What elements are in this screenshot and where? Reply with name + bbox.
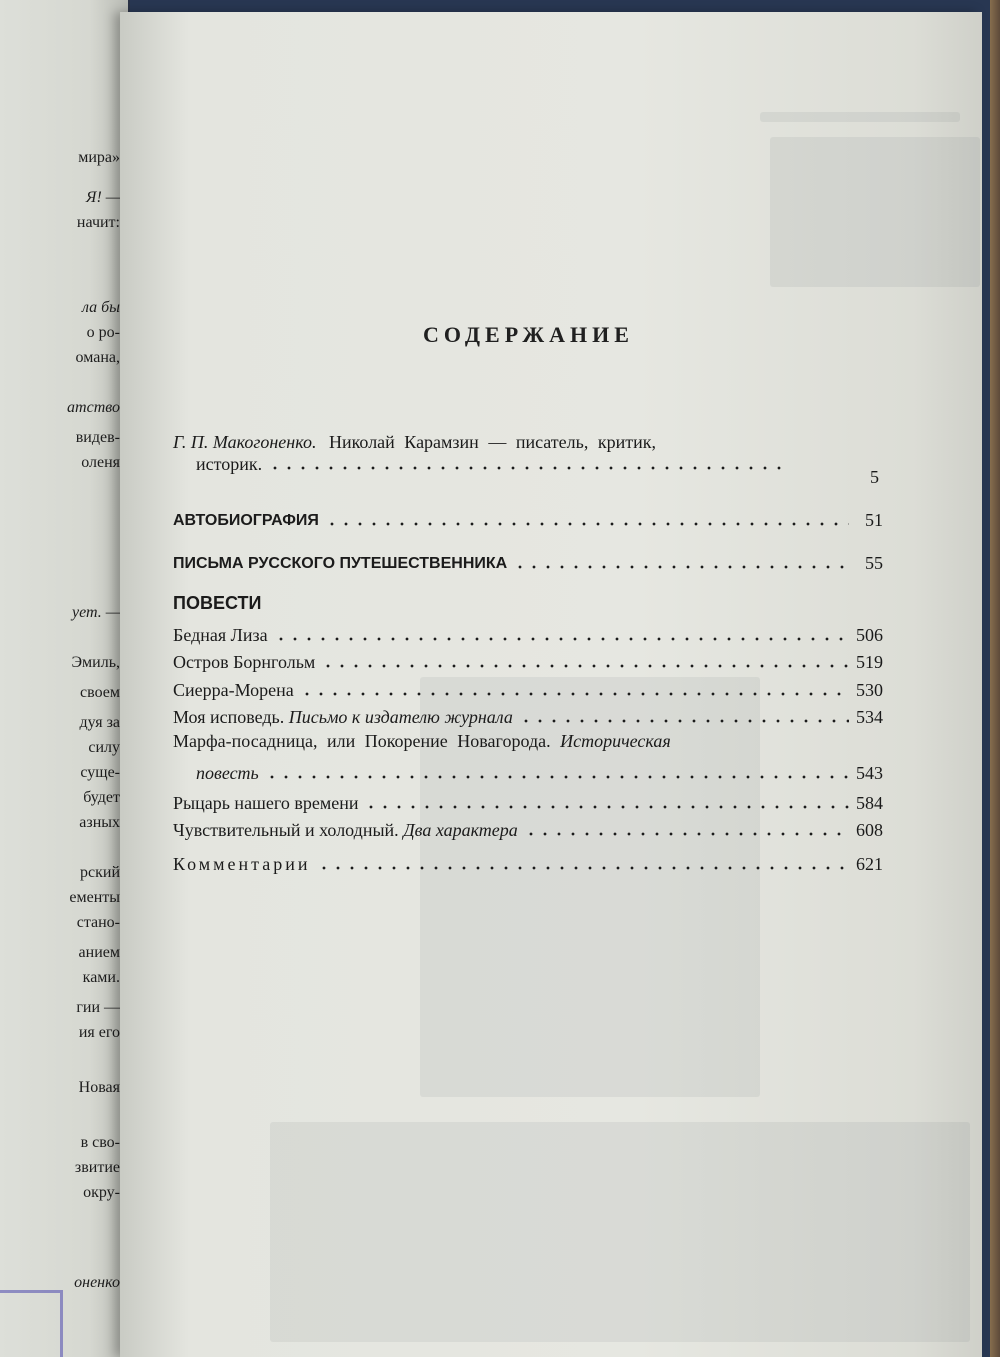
dot-leader <box>513 565 849 569</box>
toc-page-number: 55 <box>865 553 883 573</box>
toc-label: Рыцарь нашего времени <box>173 793 359 813</box>
toc-label-main: Марфа-посадница, или Покорение Новагорода. <box>173 731 551 751</box>
toc-page-number: 543 <box>856 763 883 783</box>
dot-leader <box>321 664 849 668</box>
toc-entry-sensitive <box>173 815 883 839</box>
toc-entry-autobiography <box>173 505 883 529</box>
toc-page-number: 51 <box>865 510 883 530</box>
toc-label-main: Моя исповедь. <box>173 707 285 727</box>
toc-label: Бедная Лиза <box>173 625 268 645</box>
toc-label: Сиерра-Морена <box>173 680 294 700</box>
tales-header: ПОВЕСТИ <box>173 593 262 613</box>
left-page-text-line: мира» <box>78 149 120 166</box>
left-page-text-line: гии — <box>76 999 120 1016</box>
toc-label: АВТОБИОГРАФИЯ <box>173 512 319 529</box>
toc-entry-intro-line2 <box>196 449 796 473</box>
toc-label <box>173 708 513 726</box>
toc-entry-bornholm <box>173 647 883 671</box>
dot-leader <box>325 522 849 526</box>
left-page-text-line: анием <box>78 944 120 961</box>
left-page-text-line: Новая <box>78 1079 120 1096</box>
dot-leader <box>300 692 849 696</box>
toc-entry-sierra-morena <box>173 675 883 699</box>
left-page-text-line: Я! — <box>85 189 120 206</box>
page-title: СОДЕРЖАНИЕ <box>423 322 634 347</box>
left-page-text-line: будет <box>83 789 120 806</box>
left-facing-page <box>0 0 128 1357</box>
toc-page-number: 621 <box>856 854 883 874</box>
intro-page-number: 5 <box>870 467 879 487</box>
left-page-text-line: стано- <box>76 914 120 931</box>
toc-entry-marfa-line2 <box>196 758 883 782</box>
toc-label <box>173 821 518 839</box>
toc-entry-letters <box>173 548 883 572</box>
dot-leader <box>268 466 790 470</box>
toc-entry-commentary <box>173 849 883 873</box>
left-page-text-line: ками. <box>82 969 120 986</box>
left-page-text-line: начит: <box>76 214 120 231</box>
toc-label-subtitle: Письмо к издателю журнала <box>288 707 513 727</box>
left-page-text-line: о ро- <box>86 324 120 341</box>
left-page-text-line: видев- <box>75 429 120 446</box>
left-page-text-line: рский <box>80 864 120 881</box>
toc-entry-poor-liza <box>173 620 883 644</box>
toc-label: ПИСЬМА РУССКОГО ПУТЕШЕСТВЕННИКА <box>173 555 508 572</box>
toc-label-subtitle: Два характера <box>403 820 518 840</box>
dot-leader <box>364 805 849 809</box>
toc-label-main: Чувствительный и холодный. <box>173 820 399 840</box>
dot-leader <box>265 775 849 779</box>
left-page-text-line: звитие <box>74 1159 120 1176</box>
left-page-text-line: Эмиль, <box>71 654 120 671</box>
toc-entry-confession <box>173 702 883 726</box>
dot-leader <box>519 719 849 723</box>
left-page-text-line: силу <box>88 739 120 756</box>
toc-page-number: 519 <box>856 652 883 672</box>
left-page-text-line: омана, <box>75 349 120 366</box>
intro-title: Николай Карамзин — писатель, критик, <box>328 432 656 452</box>
left-page-text-line: суще- <box>80 764 120 781</box>
toc-page-number: 584 <box>856 793 883 813</box>
show-through-text <box>270 1122 970 1342</box>
toc-label-subtitle: Историческая <box>560 731 671 751</box>
toc-page-number: 608 <box>856 820 883 840</box>
toc-label-continued: повесть <box>196 763 259 783</box>
left-page-text-line: своем <box>80 684 120 701</box>
left-page-text-line: азных <box>79 814 120 831</box>
left-page-text-line: ементы <box>69 889 120 906</box>
left-page-text-line: окру- <box>83 1184 120 1201</box>
toc-page-number: 506 <box>856 625 883 645</box>
toc-page-number: 530 <box>856 680 883 700</box>
intro-author: Г. П. Макогоненко. <box>173 432 317 452</box>
left-page-text-line: оненко <box>74 1274 120 1291</box>
left-page-text-line: ует. — <box>72 604 120 621</box>
left-page-text-line: ия его <box>78 1024 120 1041</box>
dot-leader <box>274 637 849 641</box>
toc-page-number: 534 <box>856 707 883 727</box>
left-page-text-line: ла бы <box>81 299 120 316</box>
left-page-text-line: атство <box>67 399 120 416</box>
dot-leader <box>317 866 849 870</box>
left-page-text-line: оленя <box>81 454 120 471</box>
toc-label: Комментарии <box>173 854 311 874</box>
toc-entry-knight <box>173 788 883 812</box>
toc-entry-marfa <box>173 732 671 750</box>
left-page-text-line: в сво- <box>80 1134 120 1151</box>
show-through-text <box>770 137 980 287</box>
show-through-text <box>760 112 960 122</box>
intro-title-continued: историк. <box>196 454 263 474</box>
dot-leader <box>524 832 849 836</box>
left-page-text-line: дуя за <box>79 714 120 731</box>
library-stamp <box>0 1290 63 1357</box>
toc-label: Остров Борнгольм <box>173 652 316 672</box>
